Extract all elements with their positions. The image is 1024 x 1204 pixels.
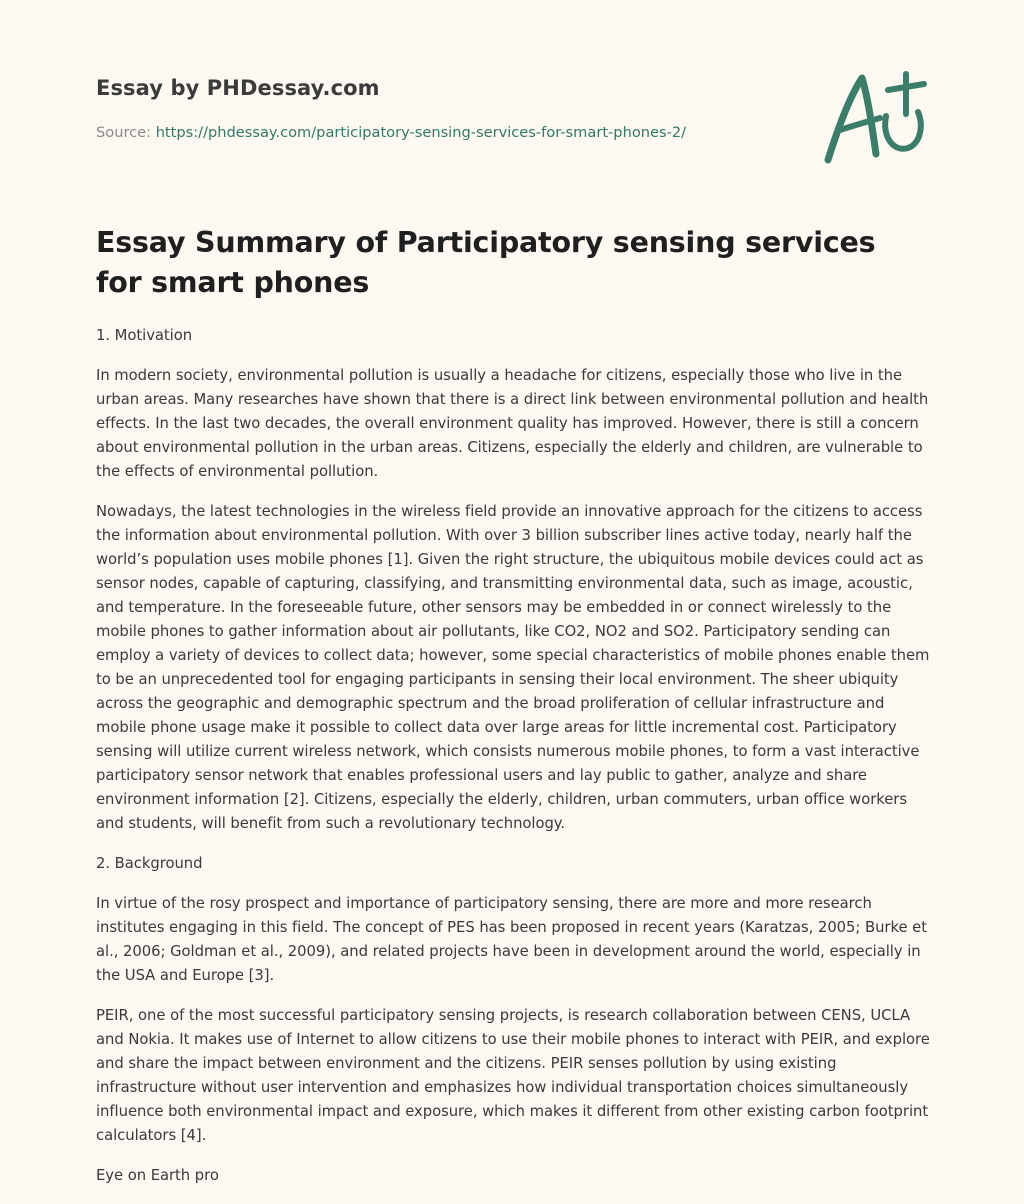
source-line [96, 124, 686, 141]
source-link[interactable]: https://phdessay.com/participatory-sensing-services-for-smart-phones-2/ [155, 124, 687, 141]
section-heading-background: 2. Background [96, 855, 203, 872]
paragraph: PEIR, one of the most successful participatory sensing projects, is research collaboration between CENS, UCLA and Nokia. It makes use of Internet to allow citizens to use their mobile phones to interact with PEIR, and explore and share the impact between environment and the citizens. PEIR senses pollution by using existing infrastructure without user intervention and emphasizes how individual transportation choices simultaneously influence both environmental impact and exposure, which makes it different from other existing carbon footprint calculators [4]. [96, 1007, 930, 1144]
paragraph: Nowadays, the latest technologies in the wireless field provide an innovative approach for the citizens to access the information about environmental pollution. With over 3 billion subscriber lines active today, nearly half the world’s population uses mobile phones [1]. Given the right structure, the ubiquitous mobile devices could act as sensor nodes, capable of capturing, classifying, and transmitting environmental data, such as image, acoustic, and temperature. In the foreseeable future, other sensors may be embedded in or connect wirelessly to the mobile phones to gather information about air pollutants, like CO2, NO2 and SO2. Participatory sending can employ a variety of devices to collect data; however, some special characteristics of mobile phones enable them to be an unprecedented tool for engaging participants in sensing their local environment. The sheer ubiquity across the geographic and demographic spectrum and the broad proliferation of cellular infrastructure and mobile phone usage make it possible to collect data over large areas for little incremental cost. Participatory sensing will utilize current wireless network, which consists numerous mobile phones, to form a vast interactive participatory sensor network that enables professional users and lay public to gather, analyze and share environment information [2]. Citizens, especially the elderly, children, urban commuters, urban office workers and students, will benefit from such a revolutionary technology. [96, 503, 930, 832]
section-heading-motivation: 1. Motivation [96, 327, 193, 344]
site-brand: Essay by PHDessay.com [96, 76, 380, 100]
paragraph: In virtue of the rosy prospect and importance of participatory sensing, there are more and more research institutes engaging in this field. The concept of PES has been proposed in recent years (Karatzas, 2005; Burke et al., 2006; Goldman et al., 2009), and related projects have been in development around the world, especially in the USA and Europe [3]. [96, 895, 927, 984]
a-plus-logo-icon [820, 68, 930, 166]
paragraph: In modern society, environmental pollution is usually a headache for citizens, especially those who live in the urban areas. Many researches have shown that there is a direct link between environmental pollution and health effects. In the last two decades, the overall environment quality has improved. However, there is still a concern about environmental pollution in the urban areas. Citizens, especially the elderly and children, are vulnerable to the effects of environmental pollution. [96, 367, 929, 480]
essay-body [96, 324, 936, 1204]
paragraph-truncated: Eye on Earth pro [96, 1167, 219, 1184]
source-label: Source: [96, 124, 156, 141]
essay-title: Essay Summary of Participatory sensing services for smart phones [96, 226, 876, 299]
